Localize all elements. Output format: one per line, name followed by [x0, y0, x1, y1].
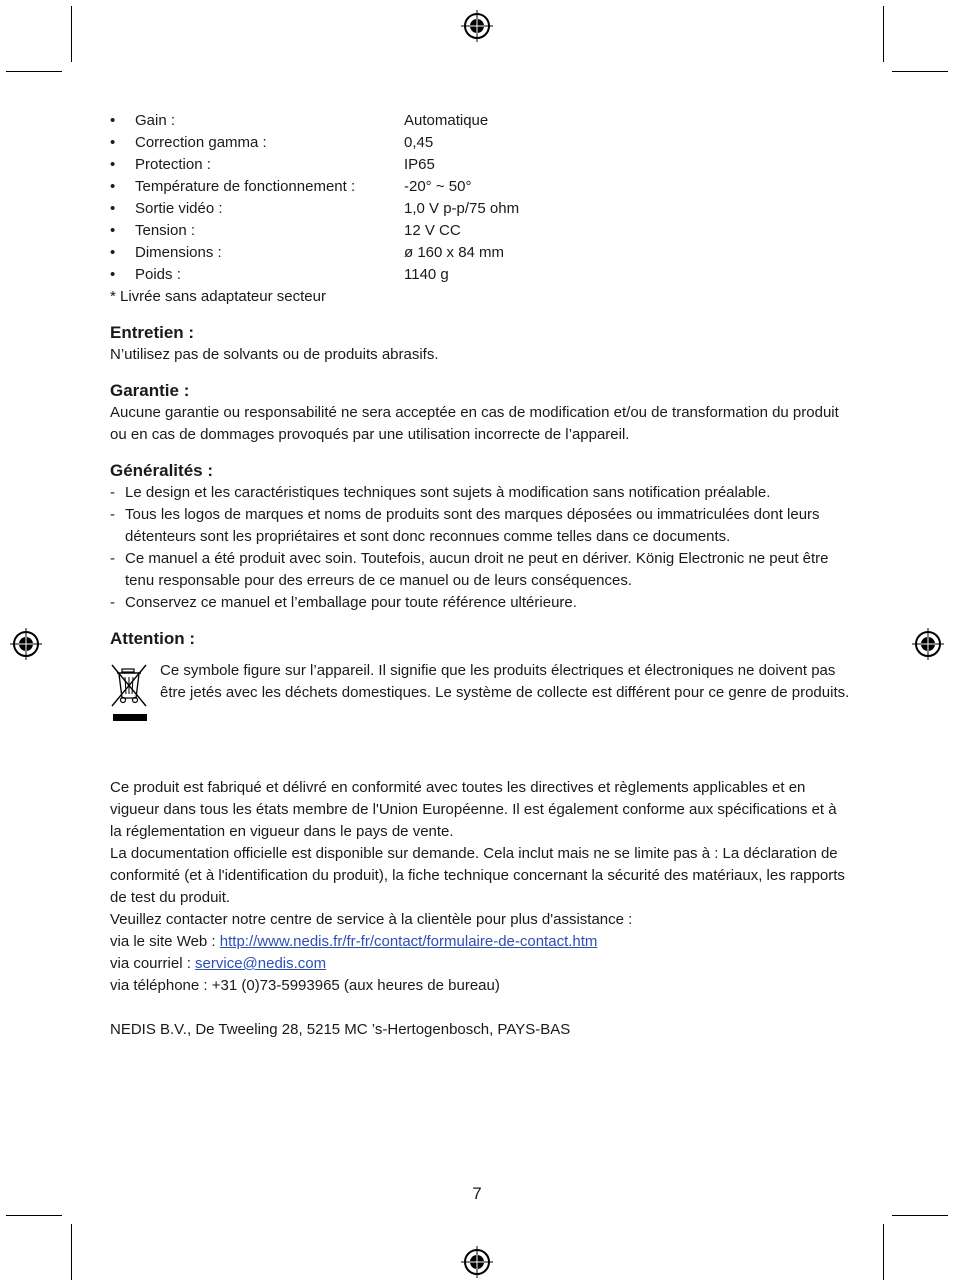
- list-item: [110, 592, 850, 614]
- dash-bullet: -: [110, 506, 115, 523]
- registration-mark-icon: [461, 10, 493, 42]
- spec-label: Sortie vidéo :: [135, 200, 223, 217]
- crop-mark: [71, 6, 72, 62]
- spec-row: [110, 242, 850, 264]
- warranty-text: Aucune garantie ou responsabilité ne sera acceptée en cas de modification et/ou de transformation du produit ou en cas de dommages provoqués par une utilisation incorrecte de l’appareil.: [110, 404, 839, 443]
- spec-label: Poids :: [135, 266, 181, 283]
- contact-phone: via téléphone : +31 (0)73-5993965 (aux heures de bureau): [110, 977, 500, 994]
- email-label: via courriel :: [110, 955, 196, 972]
- maintenance-text: N’utilisez pas de solvants ou de produits abrasifs.: [110, 346, 439, 363]
- spec-row: [110, 132, 850, 154]
- crop-mark: [892, 71, 948, 72]
- adapter-note: * Livrée sans adaptateur secteur: [110, 288, 326, 305]
- attention-heading: Attention :: [110, 629, 195, 648]
- bullet: •: [110, 244, 116, 261]
- dash-bullet: -: [110, 550, 115, 567]
- warranty-heading: Garantie :: [110, 381, 190, 400]
- spec-label: Correction gamma :: [135, 134, 267, 151]
- registration-mark-icon: [461, 1246, 493, 1278]
- documentation-paragraph: La documentation officielle est disponible sur demande. Cela inclut mais ne se limite pas à : La déclaration de conformité (et à l'identification du produit), la fiche technique concernant la sécurité des matériaux, les rapports de test du produit.: [110, 845, 845, 906]
- bullet: •: [110, 200, 116, 217]
- dash-bullet: -: [110, 484, 115, 501]
- crop-mark: [6, 1215, 62, 1216]
- spec-label: Gain :: [135, 112, 176, 129]
- registration-mark-icon: [912, 628, 944, 660]
- spec-value: ø 160 x 84 mm: [404, 244, 505, 261]
- contact-email-link[interactable]: service@nedis.com: [195, 955, 327, 972]
- spec-value: -20° ~ 50°: [404, 178, 472, 195]
- list-item: [110, 482, 850, 504]
- spec-label: Protection :: [135, 156, 211, 173]
- weee-text: Ce symbole figure sur l’appareil. Il signifie que les produits électriques et électroniques ne doivent pas être jetés avec les déchets domestiques. Le système de collecte est différent pour ce genre de produits.: [160, 662, 850, 701]
- page-content: [110, 110, 850, 1041]
- general-list: [110, 482, 850, 614]
- list-item-text: Ce manuel a été produit avec soin. Toutefois, aucun droit ne peut en dériver. König Electronic ne peut être tenu responsable pour des erreurs de ce manuel ou de leurs conséquences.: [125, 550, 829, 589]
- list-item-text: Conservez ce manuel et l’emballage pour toute référence ultérieure.: [125, 594, 577, 611]
- contact-web-link[interactable]: http://www.nedis.fr/fr-fr/contact/formulaire-de-contact.htm: [219, 933, 598, 950]
- spec-value: Automatique: [404, 112, 489, 129]
- spec-value: 1,0 V p-p/75 ohm: [404, 200, 520, 217]
- list-item: [110, 504, 850, 548]
- spec-row: [110, 176, 850, 198]
- crop-mark: [883, 1224, 884, 1280]
- list-item-text: Le design et les caractéristiques techniques sont sujets à modification sans notification préalable.: [125, 484, 771, 501]
- maintenance-heading: Entretien :: [110, 323, 195, 342]
- dash-bullet: -: [110, 594, 115, 611]
- bullet: •: [110, 178, 116, 195]
- spec-row: [110, 264, 850, 286]
- page-number: 7: [472, 1184, 482, 1203]
- contact-email: [110, 953, 850, 975]
- spec-row: [110, 154, 850, 176]
- bullet: •: [110, 112, 116, 129]
- weee-crossed-bin-icon: [110, 660, 160, 733]
- general-heading: Généralités :: [110, 461, 213, 480]
- conformity-paragraph: Ce produit est fabriqué et délivré en conformité avec toutes les directives et règlements applicables et en vigueur dans tous les états membre de l'Union Européenne. Il est également conforme aux spécifications et à la réglementation en vigueur dans le pays de vente.: [110, 779, 837, 840]
- spec-label: Température de fonctionnement :: [135, 178, 356, 195]
- spec-row: [110, 198, 850, 220]
- bullet: •: [110, 222, 116, 239]
- spec-row: [110, 220, 850, 242]
- spec-value: IP65: [404, 156, 435, 173]
- registration-mark-icon: [10, 628, 42, 660]
- contact-intro: Veuillez contacter notre centre de service à la clientèle pour plus d'assistance :: [110, 911, 633, 928]
- spec-list: [110, 110, 850, 286]
- crop-mark: [71, 1224, 72, 1280]
- spec-label: Dimensions :: [135, 244, 222, 261]
- spec-value: 1140 g: [404, 266, 449, 283]
- web-label: via le site Web :: [110, 933, 220, 950]
- spec-value: 12 V CC: [404, 222, 461, 239]
- crop-mark: [6, 71, 62, 72]
- spec-label: Tension :: [135, 222, 196, 239]
- crop-mark: [883, 6, 884, 62]
- contact-web: [110, 931, 850, 953]
- bullet: •: [110, 266, 116, 283]
- spec-value: 0,45: [404, 134, 434, 151]
- list-item: [110, 548, 850, 592]
- bullet: •: [110, 156, 116, 173]
- list-item-text: Tous les logos de marques et noms de produits sont des marques déposées ou immatriculées dont leurs détenteurs sont les propriétaires et sont donc reconnues comme telles dans ce documents.: [125, 506, 820, 545]
- crop-mark: [892, 1215, 948, 1216]
- bullet: •: [110, 134, 116, 151]
- weee-notice: [110, 660, 850, 733]
- company-address: NEDIS B.V., De Tweeling 28, 5215 MC ’s-Hertogenbosch, PAYS-BAS: [110, 1021, 571, 1038]
- spec-row: [110, 110, 850, 132]
